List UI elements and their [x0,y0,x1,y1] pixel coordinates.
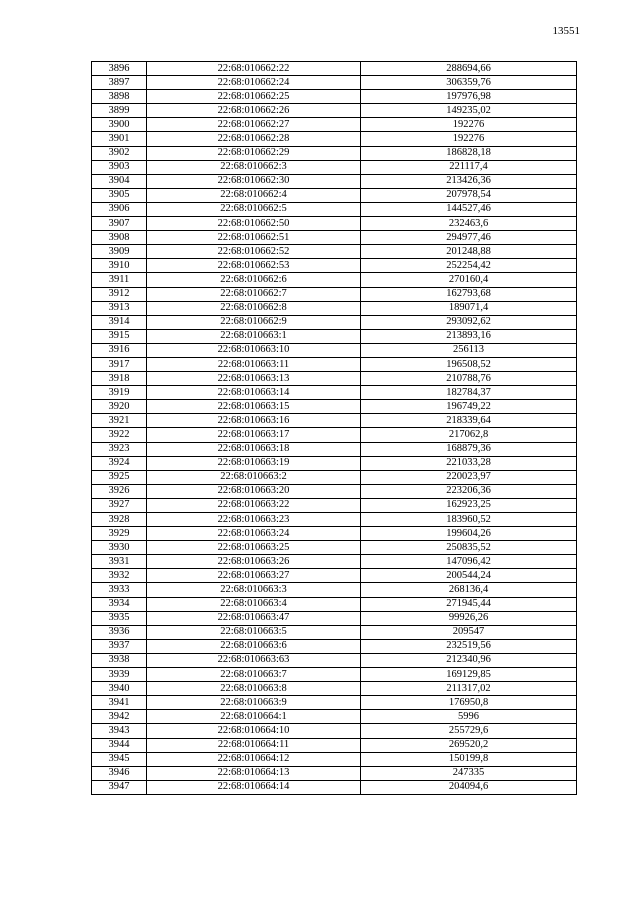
table-row [92,357,577,371]
cadastral-number-cell: 22:68:010662:52 [147,245,361,259]
value-cell: 186828,18 [361,146,577,160]
cadastral-number-cell: 22:68:010663:11 [147,357,361,371]
row-number-cell: 3945 [92,752,147,766]
table-row [92,76,577,90]
row-number-cell: 3920 [92,400,147,414]
row-number-cell: 3934 [92,597,147,611]
table-row [92,696,577,710]
table-row [92,329,577,343]
row-number-cell: 3911 [92,273,147,287]
value-cell: 211317,02 [361,682,577,696]
row-number-cell: 3903 [92,160,147,174]
value-cell: 306359,76 [361,76,577,90]
row-number-cell: 3904 [92,174,147,188]
cadastral-number-cell: 22:68:010662:7 [147,287,361,301]
cadastral-number-cell: 22:68:010663:63 [147,653,361,667]
row-number-cell: 3902 [92,146,147,160]
value-cell: 288694,66 [361,62,577,76]
value-cell: 197976,98 [361,90,577,104]
row-number-cell: 3919 [92,386,147,400]
value-cell: 221033,28 [361,456,577,470]
table-row [92,780,577,794]
row-number-cell: 3931 [92,555,147,569]
value-cell: 5996 [361,710,577,724]
row-number-cell: 3923 [92,442,147,456]
table-row [92,710,577,724]
cadastral-number-cell: 22:68:010662:51 [147,231,361,245]
table-row [92,287,577,301]
value-cell: 207978,54 [361,188,577,202]
row-number-cell: 3916 [92,343,147,357]
row-number-cell: 3907 [92,217,147,231]
table-row [92,639,577,653]
row-number-cell: 3926 [92,484,147,498]
row-number-cell: 3939 [92,668,147,682]
table-row [92,315,577,329]
cadastral-number-cell: 22:68:010663:10 [147,343,361,357]
table-row [92,583,577,597]
table-row [92,611,577,625]
table-row [92,132,577,146]
value-cell: 270160,4 [361,273,577,287]
value-cell: 144527,46 [361,202,577,216]
cadastral-number-cell: 22:68:010662:3 [147,160,361,174]
value-cell: 201248,88 [361,245,577,259]
cadastral-number-cell: 22:68:010663:2 [147,470,361,484]
row-number-cell: 3910 [92,259,147,273]
table-row [92,625,577,639]
value-cell: 210788,76 [361,372,577,386]
table-row [92,527,577,541]
cadastral-number-cell: 22:68:010662:4 [147,188,361,202]
value-cell: 221117,4 [361,160,577,174]
value-cell: 183960,52 [361,513,577,527]
cadastral-number-cell: 22:68:010664:14 [147,780,361,794]
cadastral-number-cell: 22:68:010662:5 [147,202,361,216]
row-number-cell: 3933 [92,583,147,597]
row-number-cell: 3930 [92,541,147,555]
row-number-cell: 3913 [92,301,147,315]
cadastral-number-cell: 22:68:010663:26 [147,555,361,569]
table-row [92,104,577,118]
value-cell: 189071,4 [361,301,577,315]
value-cell: 268136,4 [361,583,577,597]
table-row [92,569,577,583]
row-number-cell: 3908 [92,231,147,245]
table-row [92,245,577,259]
value-cell: 200544,24 [361,569,577,583]
table-row [92,188,577,202]
cadastral-number-cell: 22:68:010663:17 [147,428,361,442]
cadastral-number-cell: 22:68:010663:23 [147,513,361,527]
registry-table [91,61,577,795]
table-row [92,484,577,498]
table-row [92,118,577,132]
table-row [92,400,577,414]
value-cell: 147096,42 [361,555,577,569]
value-cell: 269520,2 [361,738,577,752]
value-cell: 294977,46 [361,231,577,245]
value-cell: 99926,26 [361,611,577,625]
table-row [92,724,577,738]
row-number-cell: 3898 [92,90,147,104]
row-number-cell: 3947 [92,780,147,794]
cadastral-number-cell: 22:68:010664:12 [147,752,361,766]
table-row [92,682,577,696]
table-row [92,541,577,555]
value-cell: 149235,02 [361,104,577,118]
value-cell: 196508,52 [361,357,577,371]
table-row [92,273,577,287]
value-cell: 220023,97 [361,470,577,484]
cadastral-number-cell: 22:68:010663:6 [147,639,361,653]
cadastral-number-cell: 22:68:010664:1 [147,710,361,724]
table-row [92,343,577,357]
table-row [92,456,577,470]
cadastral-number-cell: 22:68:010662:28 [147,132,361,146]
row-number-cell: 3937 [92,639,147,653]
table-row [92,653,577,667]
value-cell: 223206,36 [361,484,577,498]
value-cell: 213893,16 [361,329,577,343]
value-cell: 232519,56 [361,639,577,653]
value-cell: 162923,25 [361,498,577,512]
value-cell: 217062,8 [361,428,577,442]
cadastral-number-cell: 22:68:010663:7 [147,668,361,682]
value-cell: 209547 [361,625,577,639]
value-cell: 252254,42 [361,259,577,273]
cadastral-number-cell: 22:68:010663:1 [147,329,361,343]
row-number-cell: 3896 [92,62,147,76]
row-number-cell: 3925 [92,470,147,484]
value-cell: 256113 [361,343,577,357]
row-number-cell: 3936 [92,625,147,639]
row-number-cell: 3938 [92,653,147,667]
table-row [92,217,577,231]
table-row [92,738,577,752]
cadastral-number-cell: 22:68:010662:24 [147,76,361,90]
row-number-cell: 3942 [92,710,147,724]
row-number-cell: 3905 [92,188,147,202]
cadastral-number-cell: 22:68:010663:15 [147,400,361,414]
value-cell: 250835,52 [361,541,577,555]
table-row [92,766,577,780]
cadastral-number-cell: 22:68:010663:18 [147,442,361,456]
cadastral-number-cell: 22:68:010662:25 [147,90,361,104]
value-cell: 192276 [361,132,577,146]
table-row [92,414,577,428]
table-row [92,597,577,611]
cadastral-number-cell: 22:68:010663:27 [147,569,361,583]
row-number-cell: 3924 [92,456,147,470]
table-body [92,62,577,795]
row-number-cell: 3917 [92,357,147,371]
table-row [92,668,577,682]
table-row [92,174,577,188]
row-number-cell: 3912 [92,287,147,301]
value-cell: 176950,8 [361,696,577,710]
row-number-cell: 3914 [92,315,147,329]
row-number-cell: 3897 [92,76,147,90]
value-cell: 169129,85 [361,668,577,682]
cadastral-number-cell: 22:68:010662:8 [147,301,361,315]
row-number-cell: 3909 [92,245,147,259]
row-number-cell: 3901 [92,132,147,146]
page-number: 13551 [552,25,580,37]
cadastral-number-cell: 22:68:010663:14 [147,386,361,400]
value-cell: 247335 [361,766,577,780]
row-number-cell: 3915 [92,329,147,343]
cadastral-number-cell: 22:68:010663:13 [147,372,361,386]
cadastral-number-cell: 22:68:010663:5 [147,625,361,639]
table-row [92,259,577,273]
value-cell: 162793,68 [361,287,577,301]
row-number-cell: 3935 [92,611,147,625]
value-cell: 212340,96 [361,653,577,667]
row-number-cell: 3929 [92,527,147,541]
value-cell: 255729,6 [361,724,577,738]
table-row [92,386,577,400]
cadastral-number-cell: 22:68:010663:16 [147,414,361,428]
cadastral-number-cell: 22:68:010663:8 [147,682,361,696]
row-number-cell: 3918 [92,372,147,386]
cadastral-number-cell: 22:68:010663:3 [147,583,361,597]
cadastral-number-cell: 22:68:010664:10 [147,724,361,738]
value-cell: 232463,6 [361,217,577,231]
cadastral-number-cell: 22:68:010663:25 [147,541,361,555]
value-cell: 192276 [361,118,577,132]
value-cell: 213426,36 [361,174,577,188]
table-row [92,470,577,484]
row-number-cell: 3928 [92,513,147,527]
table-row [92,231,577,245]
cadastral-number-cell: 22:68:010663:47 [147,611,361,625]
value-cell: 199604,26 [361,527,577,541]
cadastral-number-cell: 22:68:010663:9 [147,696,361,710]
table-row [92,160,577,174]
cadastral-number-cell: 22:68:010662:9 [147,315,361,329]
cadastral-number-cell: 22:68:010662:26 [147,104,361,118]
row-number-cell: 3943 [92,724,147,738]
row-number-cell: 3946 [92,766,147,780]
cadastral-number-cell: 22:68:010664:11 [147,738,361,752]
cadastral-number-cell: 22:68:010662:30 [147,174,361,188]
cadastral-number-cell: 22:68:010662:27 [147,118,361,132]
row-number-cell: 3900 [92,118,147,132]
cadastral-number-cell: 22:68:010663:20 [147,484,361,498]
table-row [92,442,577,456]
table-row [92,62,577,76]
value-cell: 204094,6 [361,780,577,794]
table-row [92,498,577,512]
table-row [92,555,577,569]
value-cell: 218339,64 [361,414,577,428]
row-number-cell: 3940 [92,682,147,696]
cadastral-number-cell: 22:68:010662:6 [147,273,361,287]
row-number-cell: 3932 [92,569,147,583]
value-cell: 196749,22 [361,400,577,414]
value-cell: 293092,62 [361,315,577,329]
table-row [92,146,577,160]
cadastral-number-cell: 22:68:010664:13 [147,766,361,780]
value-cell: 150199,8 [361,752,577,766]
row-number-cell: 3922 [92,428,147,442]
cadastral-number-cell: 22:68:010662:53 [147,259,361,273]
cadastral-number-cell: 22:68:010662:50 [147,217,361,231]
table-row [92,428,577,442]
cadastral-number-cell: 22:68:010662:29 [147,146,361,160]
table-row [92,752,577,766]
table-row [92,513,577,527]
row-number-cell: 3899 [92,104,147,118]
table-row [92,90,577,104]
cadastral-number-cell: 22:68:010663:19 [147,456,361,470]
table-row [92,372,577,386]
row-number-cell: 3927 [92,498,147,512]
cadastral-number-cell: 22:68:010663:4 [147,597,361,611]
value-cell: 182784,37 [361,386,577,400]
cadastral-number-cell: 22:68:010662:22 [147,62,361,76]
value-cell: 168879,36 [361,442,577,456]
cadastral-number-cell: 22:68:010663:24 [147,527,361,541]
table-row [92,301,577,315]
row-number-cell: 3906 [92,202,147,216]
cadastral-number-cell: 22:68:010663:22 [147,498,361,512]
row-number-cell: 3921 [92,414,147,428]
row-number-cell: 3944 [92,738,147,752]
row-number-cell: 3941 [92,696,147,710]
value-cell: 271945,44 [361,597,577,611]
table-row [92,202,577,216]
